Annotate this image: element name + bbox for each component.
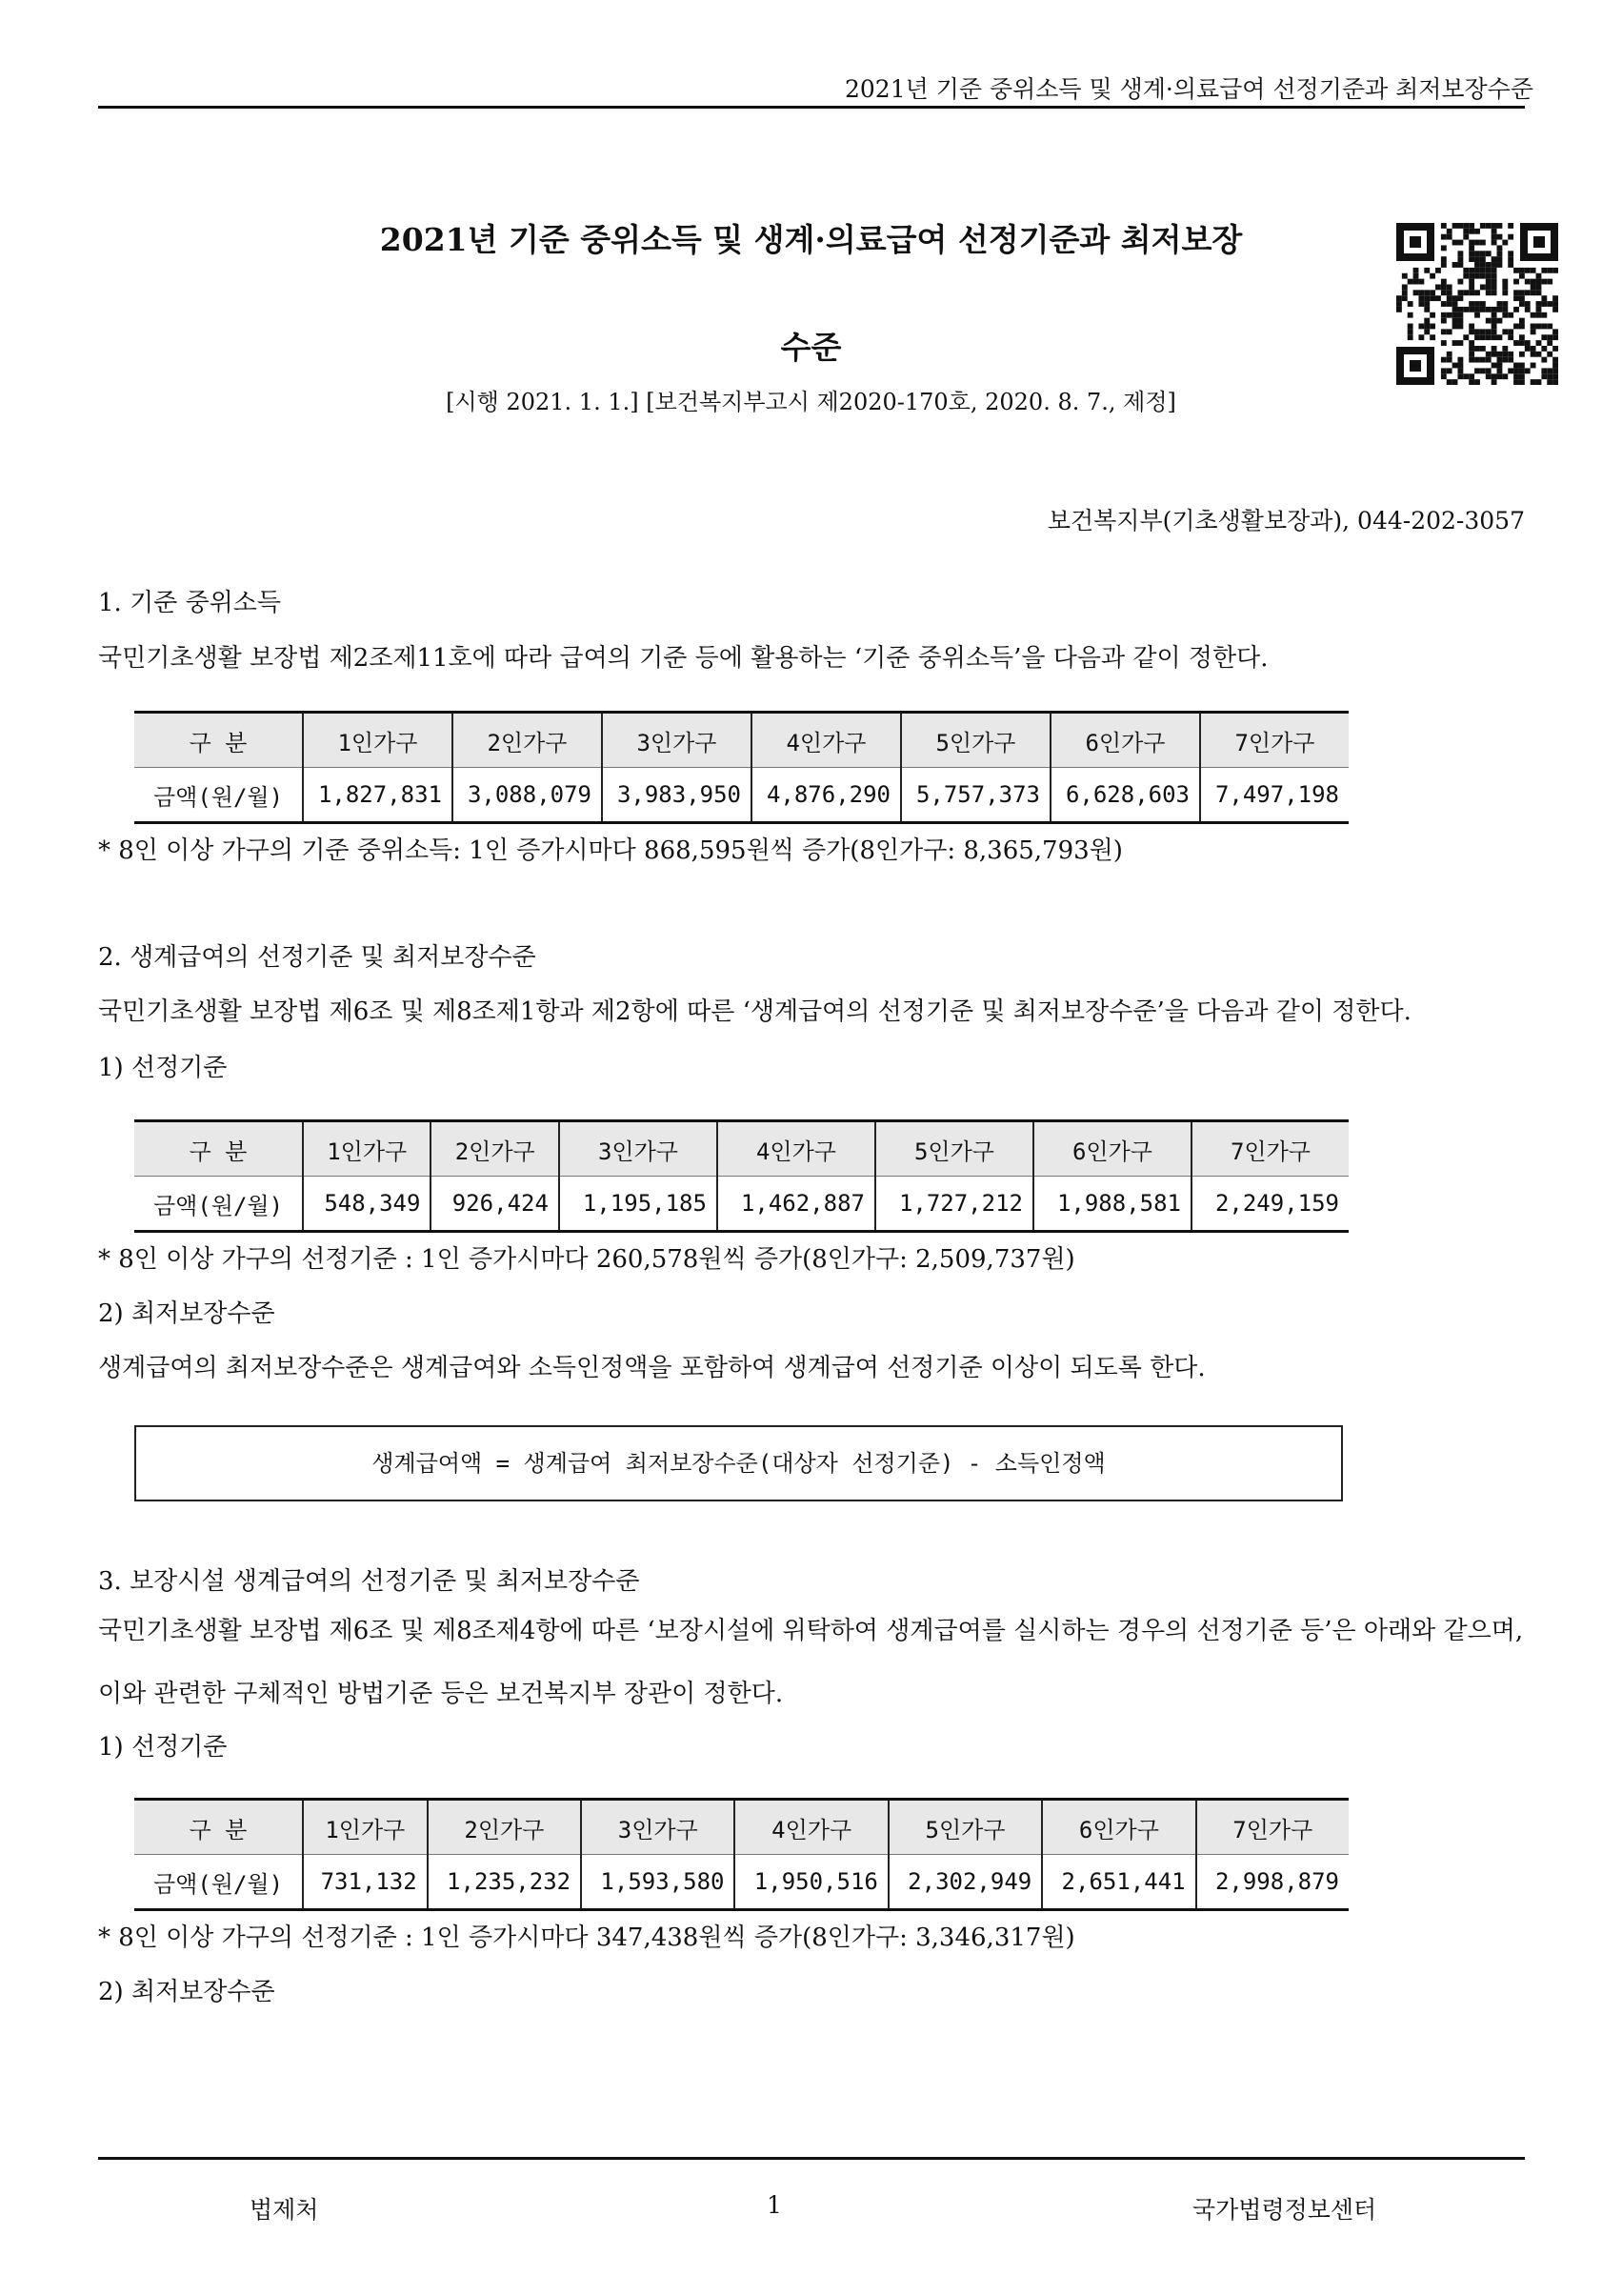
col-header: 4인가구 xyxy=(751,713,901,768)
section2-sub2: 2) 최저보장수준 xyxy=(98,1299,275,1328)
section1-heading: 1. 기준 중위소득 xyxy=(98,589,282,617)
col-header: 4인가구 xyxy=(734,1800,888,1855)
col-header: 3인가구 xyxy=(602,713,751,768)
row-label: 금액(원/월) xyxy=(134,1177,303,1232)
col-header: 5인가구 xyxy=(889,1800,1042,1855)
col-header: 2인가구 xyxy=(428,1800,581,1855)
table-cell: 7,497,198 xyxy=(1200,768,1349,823)
footer-source: 법제처 xyxy=(250,2196,319,2224)
header-rule xyxy=(98,106,1525,109)
table-cell: 1,593,580 xyxy=(581,1855,734,1910)
col-header: 6인가구 xyxy=(1042,1800,1195,1855)
table-cell: 1,727,212 xyxy=(875,1177,1033,1232)
table-cell: 926,424 xyxy=(431,1177,558,1232)
document-title-line2: 수준 xyxy=(780,329,842,366)
enactment-info: [시행 2021. 1. 1.] [보건복지부고시 제2020-170호, 2020. 8. 7., 제정] xyxy=(446,389,1176,415)
col-header: 구 분 xyxy=(134,1121,303,1177)
section3-body: 국민기초생활 보장법 제6조 및 제8조제4항에 따른 ‘보장시설에 위탁하여 생계급여를 실시하는 경우의 선정기준 등’은 아래와 같으며, 이와 관련한 구체적인 방법기준 등은 보건복지부 장관이 정한다. xyxy=(98,1617,1524,1708)
section3-note: * 8인 이상 가구의 선정기준 : 1인 증가시마다 347,438원씩 증가(8인가구: 3,346,317원) xyxy=(98,1923,1075,1952)
table-cell: 3,088,079 xyxy=(452,768,602,823)
running-header: 2021년 기준 중위소득 및 생계·의료급여 선정기준과 최저보장수준 xyxy=(844,75,1533,103)
table-cell: 1,195,185 xyxy=(559,1177,717,1232)
table-cell: 2,249,159 xyxy=(1191,1177,1349,1232)
row-label: 금액(원/월) xyxy=(134,1855,303,1910)
row-label: 금액(원/월) xyxy=(134,768,303,823)
table-cell: 2,998,879 xyxy=(1196,1855,1349,1910)
page-number: 1 xyxy=(767,2191,782,2219)
table-cell: 4,876,290 xyxy=(751,768,901,823)
table-cell: 2,651,441 xyxy=(1042,1855,1195,1910)
col-header: 7인가구 xyxy=(1191,1121,1349,1177)
col-header: 1인가구 xyxy=(303,1121,431,1177)
section1-body: 국민기초생활 보장법 제2조제11호에 따라 급여의 기준 등에 활용하는 ‘기준 중위소득’을 다음과 같이 정한다. xyxy=(98,644,1269,673)
col-header: 1인가구 xyxy=(303,713,452,768)
col-header: 구 분 xyxy=(134,1800,303,1855)
table-cell: 6,628,603 xyxy=(1051,768,1200,823)
table-cell: 548,349 xyxy=(303,1177,431,1232)
section2-heading: 2. 생계급여의 선정기준 및 최저보장수준 xyxy=(98,943,536,972)
col-header: 2인가구 xyxy=(431,1121,558,1177)
document-title-line1: 2021년 기준 중위소득 및 생계·의료급여 선정기준과 최저보장 xyxy=(379,221,1243,258)
section2-sub1: 1) 선정기준 xyxy=(98,1054,228,1082)
section3-sub1: 1) 선정기준 xyxy=(98,1733,228,1762)
table-cell: 1,827,831 xyxy=(303,768,452,823)
table-cell: 1,950,516 xyxy=(734,1855,888,1910)
col-header: 5인가구 xyxy=(875,1121,1033,1177)
col-header: 6인가구 xyxy=(1033,1121,1191,1177)
contact-info: 보건복지부(기초생활보장과), 044-202-3057 xyxy=(1047,507,1525,534)
section2-body: 국민기초생활 보장법 제6조 및 제8조제1항과 제2항에 따른 ‘생계급여의 선정기준 및 최저보장수준’을 다음과 같이 정한다. xyxy=(98,997,1412,1026)
footer-center-name: 국가법령정보센터 xyxy=(1192,2196,1377,2224)
facility-criteria-table xyxy=(134,1798,1349,1911)
table-cell: 1,462,887 xyxy=(717,1177,875,1232)
col-header: 1인가구 xyxy=(303,1800,428,1855)
col-header: 7인가구 xyxy=(1196,1800,1349,1855)
col-header: 6인가구 xyxy=(1051,713,1200,768)
table-cell: 1,988,581 xyxy=(1033,1177,1191,1232)
col-header: 7인가구 xyxy=(1200,713,1349,768)
section2-sub2-body: 생계급여의 최저보장수준은 생계급여와 소득인정액을 포함하여 생계급여 선정기준 이상이 되도록 한다. xyxy=(98,1354,1206,1382)
table-cell: 2,302,949 xyxy=(889,1855,1042,1910)
col-header: 3인가구 xyxy=(559,1121,717,1177)
section1-note: * 8인 이상 가구의 기준 중위소득: 1인 증가시마다 868,595원씩 증가(8인가구: 8,365,793원) xyxy=(98,836,1123,865)
col-header: 5인가구 xyxy=(901,713,1051,768)
col-header: 2인가구 xyxy=(452,713,602,768)
section2-note: * 8인 이상 가구의 선정기준 : 1인 증가시마다 260,578원씩 증가(8인가구: 2,509,737원) xyxy=(98,1245,1075,1274)
col-header: 3인가구 xyxy=(581,1800,734,1855)
section3-sub2: 2) 최저보장수준 xyxy=(98,1978,275,2006)
footer-rule xyxy=(98,2157,1525,2160)
table-cell: 3,983,950 xyxy=(602,768,751,823)
median-income-table xyxy=(134,711,1349,824)
livelihood-criteria-table xyxy=(134,1119,1349,1233)
table-cell: 731,132 xyxy=(303,1855,428,1910)
formula-box: 생계급여액 = 생계급여 최저보장수준(대상자 선정기준) - 소득인정액 xyxy=(134,1425,1343,1501)
col-header: 4인가구 xyxy=(717,1121,875,1177)
table-cell: 1,235,232 xyxy=(428,1855,581,1910)
section3-heading: 3. 보장시설 생계급여의 선정기준 및 최저보장수준 xyxy=(98,1567,640,1596)
table-cell: 5,757,373 xyxy=(901,768,1051,823)
qr-code[interactable] xyxy=(1396,223,1558,385)
col-header: 구 분 xyxy=(134,713,303,768)
